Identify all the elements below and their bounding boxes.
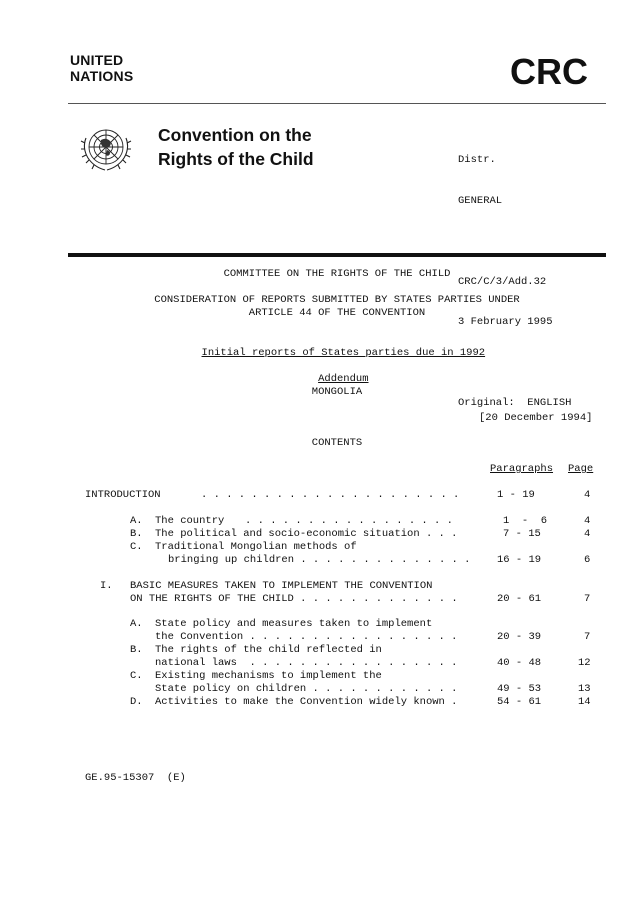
- initial-reports-wrapper: [68, 334, 606, 360]
- footer-job-number: GE.95-15307 (E): [85, 772, 186, 784]
- toc-page: 4: [584, 489, 591, 501]
- toc-letter: C.: [130, 541, 143, 553]
- org-line-2: NATIONS: [70, 68, 134, 84]
- toc-paragraphs: 49 - 53: [497, 683, 542, 695]
- title-block-divider: [68, 253, 606, 257]
- toc-entry-continuation: ON THE RIGHTS OF THE CHILD . . . . . . . . . . . . .: [130, 593, 458, 605]
- title-line-2: Rights of the Child: [158, 149, 314, 169]
- document-series-symbol: CRC: [510, 51, 588, 92]
- toc-entry-rights-in-laws: The rights of the child reflected in: [155, 644, 382, 656]
- document-symbol: CRC/C/3/Add.32: [458, 275, 547, 288]
- toc-paragraphs: 7 - 15: [503, 528, 541, 540]
- header-divider: [68, 103, 606, 104]
- column-header-paragraphs: Paragraphs: [490, 463, 554, 475]
- toc-dots: . . . . . . . . . . . . . . . . .: [245, 515, 453, 527]
- toc-page: 7: [584, 593, 591, 605]
- org-line-1: UNITED: [70, 52, 124, 68]
- un-emblem-icon: [74, 120, 138, 180]
- toc-entry-state-policy: State policy and measures taken to implement: [155, 618, 433, 630]
- toc-letter: B.: [130, 644, 143, 656]
- column-header-page: Page: [568, 463, 594, 475]
- toc-entry-existing-mechanisms: Existing mechanisms to implement the: [155, 670, 382, 682]
- toc-page: 6: [584, 554, 591, 566]
- toc-entry-political-situation: The political and socio-economic situation . . .: [155, 528, 458, 540]
- consideration-heading-line-2: ARTICLE 44 OF THE CONVENTION: [248, 307, 426, 319]
- title-line-1: Convention on the: [158, 125, 312, 145]
- toc-roman-numeral: I.: [100, 580, 113, 592]
- distr-value: GENERAL: [458, 194, 503, 207]
- toc-page: 12: [578, 657, 591, 669]
- document-date: 3 February 1995: [458, 316, 553, 328]
- toc-entry-continuation: bringing up children . . . . . . . . . . . . . .: [168, 554, 471, 566]
- toc-paragraphs: 1 - 19: [497, 489, 535, 501]
- toc-letter: B.: [130, 528, 143, 540]
- addendum-wrapper: [68, 360, 606, 386]
- toc-entry-introduction: INTRODUCTION: [85, 489, 161, 501]
- toc-page: 4: [584, 515, 591, 527]
- toc-letter: C.: [130, 670, 143, 682]
- toc-page: 13: [578, 683, 591, 695]
- toc-page: 7: [584, 631, 591, 643]
- toc-paragraphs: 40 - 48: [497, 657, 542, 669]
- original-language: Original: ENGLISH: [458, 397, 572, 409]
- toc-paragraphs: 20 - 61: [497, 593, 542, 605]
- toc-paragraphs: 20 - 39: [497, 631, 542, 643]
- toc-paragraphs: 16 - 19: [497, 554, 542, 566]
- toc-dots: . . . . . . . . . . . . . . . . . . . . .: [201, 489, 460, 501]
- toc-entry-continuation: State policy on children . . . . . . . . . . . .: [155, 683, 458, 695]
- report-date: [20 December 1994]: [479, 412, 593, 424]
- toc-entry-continuation: the Convention . . . . . . . . . . . . . . . . .: [155, 631, 458, 643]
- committee-heading: COMMITTEE ON THE RIGHTS OF THE CHILD: [223, 268, 451, 280]
- consideration-heading-line-1: CONSIDERATION OF REPORTS SUBMITTED BY STATES PARTIES UNDER: [154, 294, 520, 306]
- toc-page: 4: [584, 528, 591, 540]
- toc-entry-the-country: The country: [155, 515, 225, 527]
- toc-letter: A.: [130, 515, 143, 527]
- contents-heading: CONTENTS: [311, 437, 363, 449]
- organization-name: [70, 52, 133, 84]
- toc-entry-basic-measures: BASIC MEASURES TAKEN TO IMPLEMENT THE CONVENTION: [130, 580, 433, 592]
- toc-paragraphs: 54 - 61: [497, 696, 542, 708]
- initial-reports-heading: Initial reports of States parties due in 1992: [201, 347, 486, 359]
- distr-label: Distr.: [458, 154, 496, 166]
- addendum-heading: Addendum: [318, 373, 369, 385]
- country-heading: MONGOLIA: [311, 386, 363, 398]
- toc-page: 14: [578, 696, 591, 708]
- toc-entry-continuation: national laws . . . . . . . . . . . . . . . . .: [155, 657, 458, 669]
- toc-entry-traditional-methods: Traditional Mongolian methods of: [155, 541, 357, 553]
- toc-paragraphs: 1 - 6: [503, 515, 548, 527]
- toc-letter: A.: [130, 618, 143, 630]
- document-title: [158, 123, 314, 171]
- toc-entry-activities: Activities to make the Convention widely known .: [155, 696, 458, 708]
- toc-letter: D.: [130, 696, 143, 708]
